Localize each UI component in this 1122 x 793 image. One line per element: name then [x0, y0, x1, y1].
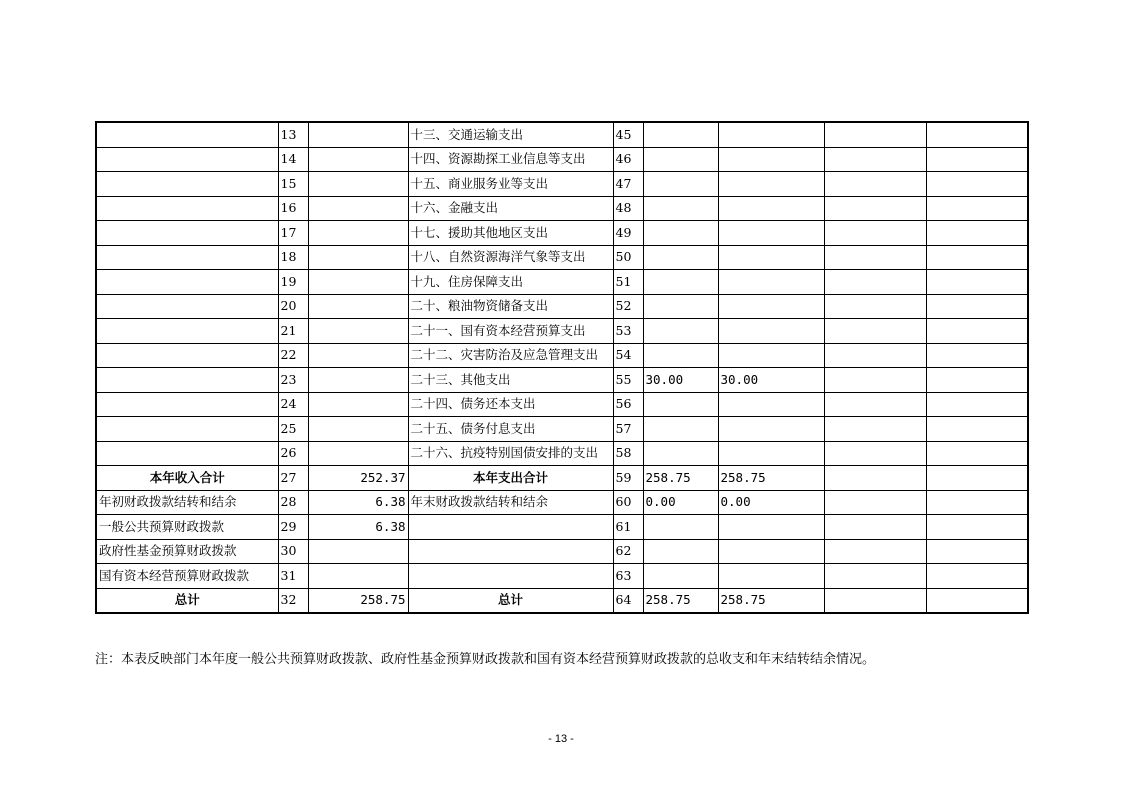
table-row	[96, 196, 1028, 221]
state-capital-budget-cell	[926, 221, 1028, 246]
income-line-number-cell: 26	[278, 441, 308, 466]
fund-budget-cell	[824, 122, 926, 147]
general-budget-cell	[718, 392, 824, 417]
expenditure-item-cell: 二十一、国有资本经营预算支出	[408, 319, 613, 344]
income-total-row	[96, 466, 1028, 491]
general-budget-cell: 258.75	[718, 466, 824, 491]
general-budget-cell: 258.75	[718, 588, 824, 613]
state-capital-budget-cell	[926, 147, 1028, 172]
income-amount-cell	[308, 294, 408, 319]
expenditure-line-number-cell: 64	[613, 588, 643, 613]
state-capital-budget-cell	[926, 515, 1028, 540]
income-item-cell	[96, 368, 278, 393]
income-amount-cell: 6.38	[308, 490, 408, 515]
fund-budget-cell	[824, 515, 926, 540]
expenditure-item-cell: 十九、住房保障支出	[408, 270, 613, 295]
expenditure-total-cell	[643, 441, 718, 466]
expenditure-total-cell	[643, 564, 718, 589]
income-amount-cell	[308, 122, 408, 147]
income-item-cell	[96, 122, 278, 147]
expenditure-line-number-cell: 61	[613, 515, 643, 540]
income-item-cell	[96, 147, 278, 172]
expenditure-line-number-cell: 52	[613, 294, 643, 319]
expenditure-item-cell: 总计	[408, 588, 613, 613]
expenditure-item-cell: 十八、自然资源海洋气象等支出	[408, 245, 613, 270]
income-item-cell	[96, 294, 278, 319]
state-capital-budget-cell	[926, 490, 1028, 515]
state-capital-budget-cell	[926, 196, 1028, 221]
income-item-cell	[96, 392, 278, 417]
general-budget-cell	[718, 270, 824, 295]
income-line-number-cell: 29	[278, 515, 308, 540]
expenditure-item-cell: 本年支出合计	[408, 466, 613, 491]
expenditure-total-cell	[643, 417, 718, 442]
expenditure-item-cell: 二十、粮油物资储备支出	[408, 294, 613, 319]
income-amount-cell	[308, 343, 408, 368]
fund-budget-cell	[824, 392, 926, 417]
carryover-sub-row	[96, 515, 1028, 540]
fund-budget-cell	[824, 221, 926, 246]
income-amount-cell: 258.75	[308, 588, 408, 613]
expenditure-total-cell	[643, 515, 718, 540]
general-budget-cell: 30.00	[718, 368, 824, 393]
grand-total-row	[96, 588, 1028, 613]
carryover-row	[96, 490, 1028, 515]
income-line-number-cell: 19	[278, 270, 308, 295]
general-budget-cell	[718, 196, 824, 221]
table-row	[96, 368, 1028, 393]
expenditure-line-number-cell: 57	[613, 417, 643, 442]
expenditure-item-cell: 二十二、灾害防治及应急管理支出	[408, 343, 613, 368]
state-capital-budget-cell	[926, 417, 1028, 442]
fund-budget-cell	[824, 368, 926, 393]
expenditure-total-cell	[643, 392, 718, 417]
expenditure-total-cell: 0.00	[643, 490, 718, 515]
state-capital-budget-cell	[926, 466, 1028, 491]
expenditure-line-number-cell: 63	[613, 564, 643, 589]
expenditure-line-number-cell: 50	[613, 245, 643, 270]
fund-budget-cell	[824, 441, 926, 466]
general-budget-cell	[718, 122, 824, 147]
expenditure-line-number-cell: 47	[613, 172, 643, 197]
income-item-cell	[96, 245, 278, 270]
income-item-cell	[96, 441, 278, 466]
income-line-number-cell: 16	[278, 196, 308, 221]
state-capital-budget-cell	[926, 294, 1028, 319]
page-number: - 13 -	[548, 733, 574, 745]
fund-budget-cell	[824, 294, 926, 319]
income-line-number-cell: 27	[278, 466, 308, 491]
income-item-cell: 政府性基金预算财政拨款	[96, 539, 278, 564]
state-capital-budget-cell	[926, 245, 1028, 270]
expenditure-item-cell: 二十五、债务付息支出	[408, 417, 613, 442]
general-budget-cell	[718, 172, 824, 197]
carryover-sub-row	[96, 564, 1028, 589]
expenditure-total-cell: 30.00	[643, 368, 718, 393]
expenditure-line-number-cell: 60	[613, 490, 643, 515]
income-line-number-cell: 22	[278, 343, 308, 368]
expenditure-item-cell: 十四、资源勘探工业信息等支出	[408, 147, 613, 172]
state-capital-budget-cell	[926, 368, 1028, 393]
income-item-cell	[96, 196, 278, 221]
fund-budget-cell	[824, 319, 926, 344]
expenditure-line-number-cell: 56	[613, 392, 643, 417]
expenditure-line-number-cell: 51	[613, 270, 643, 295]
general-budget-cell	[718, 539, 824, 564]
table-row	[96, 441, 1028, 466]
carryover-sub-row	[96, 539, 1028, 564]
income-amount-cell	[308, 319, 408, 344]
expenditure-total-cell	[643, 319, 718, 344]
income-amount-cell	[308, 368, 408, 393]
expenditure-total-cell	[643, 245, 718, 270]
general-budget-cell	[718, 564, 824, 589]
income-line-number-cell: 18	[278, 245, 308, 270]
fund-budget-cell	[824, 417, 926, 442]
income-item-cell	[96, 221, 278, 246]
income-line-number-cell: 31	[278, 564, 308, 589]
fund-budget-cell	[824, 466, 926, 491]
income-line-number-cell: 13	[278, 122, 308, 147]
table-row	[96, 392, 1028, 417]
expenditure-item-cell	[408, 515, 613, 540]
expenditure-item-cell: 十五、商业服务业等支出	[408, 172, 613, 197]
expenditure-total-cell	[643, 221, 718, 246]
income-amount-cell	[308, 564, 408, 589]
expenditure-total-cell	[643, 196, 718, 221]
income-line-number-cell: 24	[278, 392, 308, 417]
fund-budget-cell	[824, 147, 926, 172]
income-item-cell	[96, 319, 278, 344]
income-line-number-cell: 28	[278, 490, 308, 515]
income-amount-cell: 6.38	[308, 515, 408, 540]
fund-budget-cell	[824, 588, 926, 613]
general-budget-cell	[718, 441, 824, 466]
expenditure-line-number-cell: 48	[613, 196, 643, 221]
expenditure-item-cell	[408, 539, 613, 564]
expenditure-line-number-cell: 49	[613, 221, 643, 246]
state-capital-budget-cell	[926, 343, 1028, 368]
income-item-cell: 国有资本经营预算财政拨款	[96, 564, 278, 589]
state-capital-budget-cell	[926, 270, 1028, 295]
state-capital-budget-cell	[926, 588, 1028, 613]
income-line-number-cell: 30	[278, 539, 308, 564]
expenditure-line-number-cell: 55	[613, 368, 643, 393]
fund-budget-cell	[824, 196, 926, 221]
fund-budget-cell	[824, 245, 926, 270]
income-amount-cell	[308, 441, 408, 466]
fund-budget-cell	[824, 564, 926, 589]
table-row	[96, 417, 1028, 442]
income-line-number-cell: 21	[278, 319, 308, 344]
table-row	[96, 319, 1028, 344]
expenditure-item-cell: 年末财政拨款结转和结余	[408, 490, 613, 515]
expenditure-total-cell	[643, 172, 718, 197]
table-row	[96, 221, 1028, 246]
table-row	[96, 122, 1028, 147]
fund-budget-cell	[824, 270, 926, 295]
income-amount-cell	[308, 172, 408, 197]
expenditure-item-cell: 二十四、债务还本支出	[408, 392, 613, 417]
income-line-number-cell: 32	[278, 588, 308, 613]
income-item-cell	[96, 172, 278, 197]
income-amount-cell: 252.37	[308, 466, 408, 491]
income-amount-cell	[308, 392, 408, 417]
expenditure-item-cell: 二十六、抗疫特别国债安排的支出	[408, 441, 613, 466]
expenditure-total-cell	[643, 539, 718, 564]
table-row	[96, 147, 1028, 172]
income-item-cell: 一般公共预算财政拨款	[96, 515, 278, 540]
state-capital-budget-cell	[926, 319, 1028, 344]
expenditure-item-cell: 二十三、其他支出	[408, 368, 613, 393]
fund-budget-cell	[824, 172, 926, 197]
expenditure-line-number-cell: 59	[613, 466, 643, 491]
income-item-cell: 本年收入合计	[96, 466, 278, 491]
expenditure-total-cell	[643, 270, 718, 295]
fund-budget-cell	[824, 490, 926, 515]
income-item-cell: 总计	[96, 588, 278, 613]
income-item-cell	[96, 270, 278, 295]
fund-budget-cell	[824, 539, 926, 564]
state-capital-budget-cell	[926, 539, 1028, 564]
expenditure-line-number-cell: 58	[613, 441, 643, 466]
general-budget-cell	[718, 147, 824, 172]
table-body	[96, 122, 1028, 613]
income-amount-cell	[308, 147, 408, 172]
expenditure-line-number-cell: 62	[613, 539, 643, 564]
table-row	[96, 294, 1028, 319]
expenditure-item-cell	[408, 564, 613, 589]
income-line-number-cell: 23	[278, 368, 308, 393]
expenditure-total-cell	[643, 147, 718, 172]
table-footnote: 注：本表反映部门本年度一般公共预算财政拨款、政府性基金预算财政拨款和国有资本经营预算财政拨款的总收支和年末结转结余情况。	[95, 652, 876, 667]
general-budget-cell	[718, 343, 824, 368]
income-item-cell	[96, 417, 278, 442]
income-amount-cell	[308, 270, 408, 295]
income-line-number-cell: 25	[278, 417, 308, 442]
income-amount-cell	[308, 245, 408, 270]
state-capital-budget-cell	[926, 392, 1028, 417]
general-budget-cell	[718, 515, 824, 540]
state-capital-budget-cell	[926, 122, 1028, 147]
expenditure-item-cell: 十三、交通运输支出	[408, 122, 613, 147]
income-item-cell: 年初财政拨款结转和结余	[96, 490, 278, 515]
general-budget-cell	[718, 245, 824, 270]
expenditure-line-number-cell: 46	[613, 147, 643, 172]
budget-summary-table	[95, 121, 1029, 614]
expenditure-line-number-cell: 54	[613, 343, 643, 368]
expenditure-total-cell: 258.75	[643, 466, 718, 491]
expenditure-total-cell: 258.75	[643, 588, 718, 613]
income-amount-cell	[308, 221, 408, 246]
income-amount-cell	[308, 539, 408, 564]
table-row	[96, 343, 1028, 368]
expenditure-total-cell	[643, 122, 718, 147]
income-line-number-cell: 20	[278, 294, 308, 319]
state-capital-budget-cell	[926, 172, 1028, 197]
general-budget-cell	[718, 417, 824, 442]
expenditure-line-number-cell: 45	[613, 122, 643, 147]
income-amount-cell	[308, 196, 408, 221]
income-line-number-cell: 15	[278, 172, 308, 197]
general-budget-cell	[718, 221, 824, 246]
expenditure-item-cell: 十七、援助其他地区支出	[408, 221, 613, 246]
table-row	[96, 245, 1028, 270]
expenditure-item-cell: 十六、金融支出	[408, 196, 613, 221]
state-capital-budget-cell	[926, 564, 1028, 589]
state-capital-budget-cell	[926, 441, 1028, 466]
income-item-cell	[96, 343, 278, 368]
expenditure-total-cell	[643, 343, 718, 368]
income-line-number-cell: 17	[278, 221, 308, 246]
expenditure-line-number-cell: 53	[613, 319, 643, 344]
expenditure-total-cell	[643, 294, 718, 319]
table-row	[96, 172, 1028, 197]
income-line-number-cell: 14	[278, 147, 308, 172]
income-amount-cell	[308, 417, 408, 442]
general-budget-cell	[718, 319, 824, 344]
table-row	[96, 270, 1028, 295]
general-budget-cell: 0.00	[718, 490, 824, 515]
fund-budget-cell	[824, 343, 926, 368]
general-budget-cell	[718, 294, 824, 319]
